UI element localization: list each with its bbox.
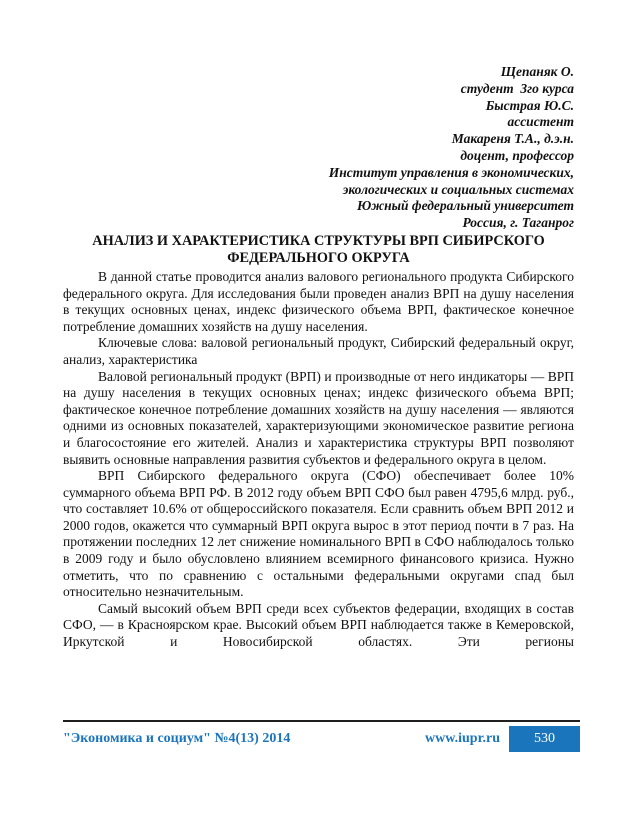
article-body	[63, 269, 574, 651]
footer-journal-title: "Экономика и социум" №4(13) 2014	[63, 731, 291, 746]
author-role: студент 3го курса	[460, 80, 574, 96]
page-number-badge: 530	[509, 726, 580, 752]
footer-website-link[interactable]: www.iupr.ru	[425, 731, 500, 746]
author-role: доцент, профессор	[460, 147, 574, 163]
author-name: Макареня Т.А., д.э.н.	[451, 131, 574, 147]
author-name: Щепаняк О.	[500, 64, 574, 79]
article-paragraph: ВРП Сибирского федерального округа (СФО) обеспечивает более 10% суммарного объема ВРП РФ. В 2012 году объем ВРП СФО был равен 4795,6 млрд. руб., что составляет 10.6% от общероссийского показателя. Если сравнить объем ВРП 2012 и 2000 годов, окажется что суммарный ВРП округа вырос в этот период почти в 7 раз. На протяжении последних 12 лет снижение номинального ВРП в СФО наблюдалось только в 2009 году и было обусловлено влиянием всемирного финансового кризиса. Нужно отметить, что по сравнению с остальными федеральными округами спад был относительно незначительным.	[63, 468, 574, 600]
affiliation-location: Россия, г. Таганрог	[462, 215, 574, 231]
author-name: Быстрая Ю.С.	[485, 97, 574, 113]
affiliation-university: Южный федеральный университет	[356, 198, 574, 214]
footer-divider	[63, 720, 580, 722]
footer-right-group	[425, 726, 580, 752]
author-role: ассистент	[507, 114, 574, 130]
keywords-paragraph: Ключевые слова: валовой региональный продукт, Сибирский федеральный округ, анализ, характеристика	[63, 335, 574, 367]
document-page	[63, 64, 574, 651]
article-title: АНАЛИЗ И ХАРАКТЕРИСТИКА СТРУКТУРЫ ВРП СИБИРСКОГО ФЕДЕРАЛЬНОГО ОКРУГА	[92, 232, 545, 266]
article-paragraph: Самый высокий объем ВРП среди всех субъектов федерации, входящих в состав СФО, — в Красноярском крае. Высокий объем ВРП наблюдается также в Кемеровской, Иркутской и Новосибирской областях. Эти регионы	[63, 600, 574, 650]
affiliation-line: Институт управления в экономических,	[328, 164, 574, 180]
article-paragraph: Валовой региональный продукт (ВРП) и производные от него индикаторы — ВРП на душу населения в текущих основных ценах; индекс физического объема ВРП; фактическое конечное потребление домашних хозяйств на душу населения — являются одними из основных показателей, характеризующими экономическое развитие региона и благосостояние его жителей. Анализ и характеристика структуры ВРП позволяют выявить основные направления развития субъектов и федерального округа в целом.	[63, 368, 574, 467]
author-block	[63, 64, 574, 232]
footer-row	[63, 726, 580, 752]
page-footer	[63, 720, 580, 752]
affiliation-line: экологических и социальных системах	[342, 181, 574, 197]
abstract-paragraph: В данной статье проводится анализ валового регионального продукта Сибирского федерального округа. Для исследования были проведен анализ ВРП на душу населения в текущих основных ценах, индекс физического объема ВРП, фактическое конечное потребление домашних хозяйств на душу населения.	[63, 268, 574, 334]
